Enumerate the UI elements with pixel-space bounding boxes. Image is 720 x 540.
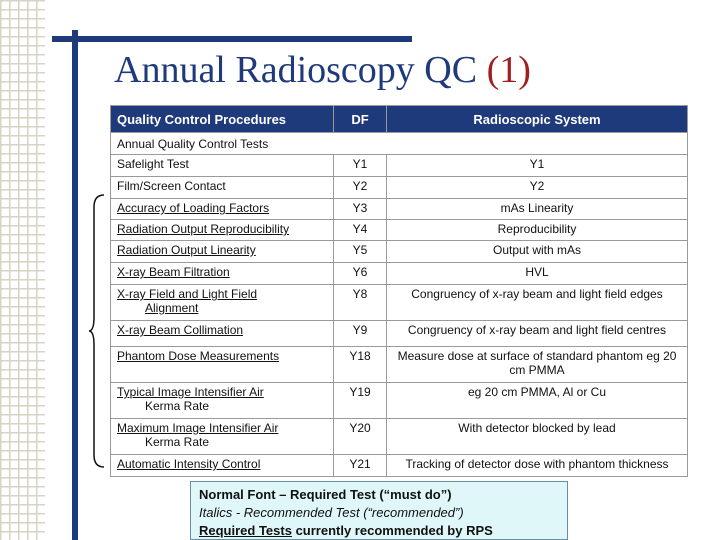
cell-system: mAs Linearity <box>387 199 688 220</box>
qc-table <box>110 105 688 477</box>
cell-procedure: Automatic Intensity Control <box>111 455 334 477</box>
table-row <box>111 220 688 241</box>
legend-required-tests: Required Tests <box>199 523 292 538</box>
cell-system: Measure dose at surface of standard phantom eg 20 cm PMMA <box>387 347 688 383</box>
section-row <box>111 133 688 155</box>
legend-line-required: Normal Font – Required Test (“must do”) <box>199 487 452 502</box>
cell-df: Y6 <box>334 263 387 285</box>
table-row <box>111 199 688 220</box>
cell-procedure: Radiation Output Linearity <box>111 241 334 263</box>
table-row <box>111 155 688 177</box>
table-header-row <box>111 106 688 133</box>
header-df: DF <box>334 106 387 133</box>
cell-system: With detector blocked by lead <box>387 419 688 455</box>
cell-procedure <box>111 285 334 321</box>
cell-procedure <box>111 383 334 419</box>
legend-line-rps <box>199 522 559 540</box>
table-row <box>111 383 688 419</box>
cell-system: eg 20 cm PMMA, Al or Cu <box>387 383 688 419</box>
table-row <box>111 263 688 285</box>
table-row <box>111 285 688 321</box>
legend-rps-rest: currently recommended by RPS <box>291 523 493 538</box>
cell-procedure: X-ray Beam Filtration <box>111 263 334 285</box>
cell-df: Y1 <box>334 155 387 177</box>
legend-box <box>190 481 568 540</box>
cell-system: Output with mAs <box>387 241 688 263</box>
table-row <box>111 177 688 199</box>
cell-df: Y5 <box>334 241 387 263</box>
table-row <box>111 321 688 347</box>
header-radioscopic-system: Radioscopic System <box>387 106 688 133</box>
header-procedures: Quality Control Procedures <box>111 106 334 133</box>
cell-df: Y19 <box>334 383 387 419</box>
left-brace <box>88 193 106 469</box>
table-row <box>111 455 688 477</box>
cell-df: Y20 <box>334 419 387 455</box>
cell-procedure: Safelight Test <box>111 155 334 177</box>
table-row <box>111 241 688 263</box>
legend-line-recommended: Italics - Recommended Test (“recommended”) <box>199 505 464 520</box>
vertical-accent-bar <box>72 30 78 540</box>
cell-procedure: Accuracy of Loading Factors <box>111 199 334 220</box>
cell-system: Tracking of detector dose with phantom thickness <box>387 455 688 477</box>
cell-procedure <box>111 419 334 455</box>
cell-system: HVL <box>387 263 688 285</box>
cell-procedure: Radiation Output Reproducibility <box>111 220 334 241</box>
table-row <box>111 347 688 383</box>
cell-procedure: X-ray Beam Collimation <box>111 321 334 347</box>
cell-df: Y4 <box>334 220 387 241</box>
table-row <box>111 419 688 455</box>
procedure-line-2: Alignment <box>145 301 199 315</box>
horizontal-accent-bar <box>52 36 412 42</box>
procedure-line-1: Typical Image Intensifier Air <box>117 385 264 399</box>
cell-df: Y18 <box>334 347 387 383</box>
cell-df: Y2 <box>334 177 387 199</box>
cell-system: Congruency of x-ray beam and light field edges <box>387 285 688 321</box>
grid-decoration <box>0 0 45 540</box>
cell-df: Y21 <box>334 455 387 477</box>
slide-title: Annual Radioscopy QC (1) <box>114 49 531 91</box>
cell-system: Congruency of x-ray beam and light field centres <box>387 321 688 347</box>
cell-df: Y8 <box>334 285 387 321</box>
cell-system: Y2 <box>387 177 688 199</box>
section-label: Annual Quality Control Tests <box>111 133 688 155</box>
cell-df: Y3 <box>334 199 387 220</box>
procedure-line-2: Kerma Rate <box>145 399 210 413</box>
cell-procedure: Phantom Dose Measurements <box>111 347 334 383</box>
cell-procedure: Film/Screen Contact <box>111 177 334 199</box>
cell-df: Y9 <box>334 321 387 347</box>
procedure-line-1: Maximum Image Intensifier Air <box>117 421 279 435</box>
procedure-line-1: X-ray Field and Light Field <box>117 287 258 301</box>
cell-system: Reproducibility <box>387 220 688 241</box>
cell-system: Y1 <box>387 155 688 177</box>
procedure-line-2: Kerma Rate <box>145 435 210 449</box>
